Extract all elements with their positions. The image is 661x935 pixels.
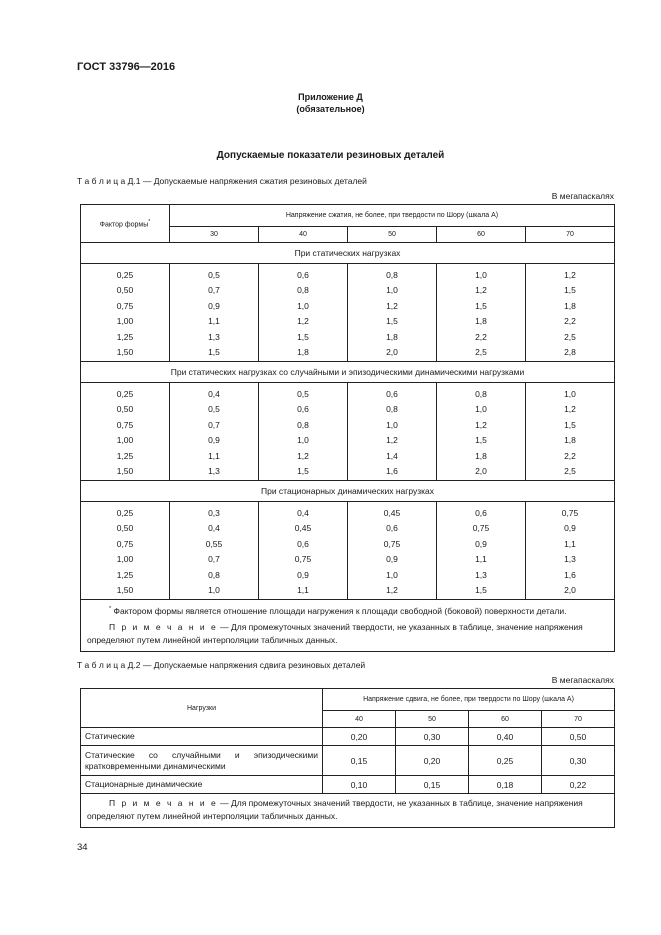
footnote-mark: * [109, 606, 112, 612]
table-cell: 2,8 [564, 346, 576, 357]
table-row [81, 728, 615, 746]
table-cell: 1,8 [564, 300, 576, 311]
table-cell: 0,9 [208, 300, 220, 311]
table-cell: 0,30 [396, 728, 469, 746]
section-heading: Допускаемые показатели резиновых деталей [216, 150, 445, 161]
hardness-header: 40 [323, 711, 396, 728]
table-cell: 1,5 [208, 346, 220, 357]
table-cell: 0,4 [208, 389, 220, 399]
value-column [348, 502, 437, 600]
hardness-header: 70 [542, 711, 615, 728]
note-text: — Для промежуточных значений твердости, не указанных в таблице, значение напряжения определяют путем линейной интерполяции табличных данных. [87, 621, 583, 645]
value-column [437, 383, 526, 481]
table-row [81, 776, 615, 794]
hardness-header: 50 [348, 227, 437, 243]
table-cell: 1,25 [116, 569, 134, 580]
table2-caption [77, 660, 365, 670]
table-cell: 1,0 [475, 270, 487, 280]
table-cell: 0,9 [386, 554, 398, 565]
table-cell: 0,7 [208, 554, 220, 565]
table-cell: 2,2 [564, 316, 576, 327]
table-cell: 0,75 [116, 419, 134, 430]
table-cell: 2,0 [386, 346, 398, 357]
table2-note [81, 794, 615, 828]
table-cell: 2,5 [564, 331, 576, 342]
table-cell: 1,4 [386, 450, 398, 461]
table-cell: 0,5 [297, 389, 309, 399]
table1-label: Т а б л и ц а Д.1 [77, 176, 141, 186]
shape-factor-column [81, 264, 170, 362]
footnote-text: Фактором формы является отношение площади нагружения к площади свободной (боковой) поверхности детали. [111, 605, 567, 616]
table-cell: 0,75 [561, 508, 579, 518]
table-cell: 0,8 [297, 419, 309, 430]
hardness-header: 40 [259, 227, 348, 243]
load-label: Статические [81, 728, 323, 746]
table1-caption [77, 176, 367, 186]
table-cell: 1,6 [386, 465, 398, 476]
table-cell: 1,2 [475, 419, 487, 430]
table-cell: 1,8 [564, 435, 576, 446]
value-column [437, 264, 526, 362]
table-cell: 0,75 [472, 523, 490, 534]
table-cell: 1,5 [386, 316, 398, 327]
table-cell: 1,5 [297, 331, 309, 342]
load-label: Стационарные динамические [81, 776, 323, 794]
note-label: П р и м е ч а н и е [109, 621, 218, 632]
table-cell: 0,50 [116, 523, 134, 534]
table-cell: 0,25 [116, 270, 134, 280]
table-cell: 0,6 [386, 523, 398, 534]
table-cell: 0,45 [383, 508, 401, 518]
table-cell: 1,0 [386, 419, 398, 430]
table-cell: 1,0 [386, 569, 398, 580]
table-cell: 1,5 [475, 300, 487, 311]
table-cell: 1,3 [475, 569, 487, 580]
table-cell: 1,2 [475, 285, 487, 296]
table1-unit: В мегапаскалях [551, 191, 614, 201]
table-cell: 0,6 [297, 404, 309, 415]
value-column [259, 502, 348, 600]
table-cell: 0,40 [469, 728, 542, 746]
table-cell: 1,25 [116, 331, 134, 342]
compression-stress-table [80, 204, 615, 652]
note-text: — Для промежуточных значений твердости, не указанных в таблице, значение напряжения определяют путем линейной интерполяции табличных данных. [87, 798, 583, 821]
shear-stress-table [80, 688, 615, 828]
table-cell: 1,5 [564, 419, 576, 430]
shape-factor-column [81, 383, 170, 481]
table-cell: 1,3 [208, 465, 220, 476]
table-cell: 0,22 [542, 776, 615, 794]
section-title: При стационарных динамических нагрузках [81, 481, 615, 502]
table-cell: 1,1 [297, 584, 309, 595]
table-cell: 0,75 [383, 538, 401, 549]
section-title: При статических нагрузках [81, 243, 615, 264]
appendix-heading [0, 91, 661, 115]
table-cell: 1,50 [116, 346, 134, 357]
col-header-shear-stress: Напряжение сдвига, не более, при твердости по Шору (шкала А) [323, 689, 615, 711]
table-cell: 2,5 [564, 465, 576, 476]
table-cell: 0,50 [116, 285, 134, 296]
table-cell: 1,2 [386, 435, 398, 446]
hardness-header: 70 [526, 227, 615, 243]
table-cell: 0,8 [386, 404, 398, 415]
table-cell: 1,2 [564, 404, 576, 415]
table-cell: 0,9 [475, 538, 487, 549]
table-cell: 2,2 [564, 450, 576, 461]
shape-factor-label: Фактор формы [99, 221, 149, 229]
table-cell: 1,2 [386, 584, 398, 595]
table-cell: 1,5 [297, 465, 309, 476]
hardness-header: 60 [437, 227, 526, 243]
table-cell: 1,3 [208, 331, 220, 342]
table-cell: 0,20 [323, 728, 396, 746]
table-cell: 1,0 [475, 404, 487, 415]
table-cell: 0,25 [116, 508, 134, 518]
value-column [170, 383, 259, 481]
value-column [526, 264, 615, 362]
value-column [348, 383, 437, 481]
hardness-header: 30 [170, 227, 259, 243]
hardness-header: 60 [469, 711, 542, 728]
value-column [170, 502, 259, 600]
appendix-subtitle: (обязательное) [296, 104, 365, 114]
table-cell: 0,10 [323, 776, 396, 794]
table-cell: 1,8 [386, 331, 398, 342]
table2-label: Т а б л и ц а Д.2 [77, 660, 141, 670]
table-cell: 1,1 [564, 538, 576, 549]
table-cell: 1,50 [116, 584, 134, 595]
document-code: ГОСТ 33796—2016 [77, 61, 176, 73]
table-cell: 1,2 [297, 316, 309, 327]
value-column [259, 383, 348, 481]
shape-factor-column [81, 502, 170, 600]
table-cell: 1,50 [116, 465, 134, 476]
table-cell: 1,1 [208, 316, 220, 327]
load-label: Статические со случайными и эпизодическими кратковременными динамическими [81, 746, 323, 776]
table-cell: 0,8 [386, 270, 398, 280]
table-cell: 1,8 [475, 316, 487, 327]
table-cell: 0,75 [116, 300, 134, 311]
table-cell: 0,9 [208, 435, 220, 446]
table-row [81, 746, 615, 776]
table-cell: 1,00 [116, 316, 134, 327]
table-cell: 0,25 [116, 389, 134, 399]
table-cell: 2,0 [564, 584, 576, 595]
table-cell: 0,8 [475, 389, 487, 399]
value-column [259, 264, 348, 362]
note-label: П р и м е ч а н и е [109, 798, 218, 808]
table-cell: 0,6 [475, 508, 487, 518]
table-cell: 0,30 [542, 746, 615, 776]
table-cell: 0,3 [208, 508, 220, 518]
table-cell: 0,6 [297, 270, 309, 280]
table-cell: 1,0 [297, 300, 309, 311]
table-cell: 0,75 [116, 538, 134, 549]
table-cell: 1,0 [297, 435, 309, 446]
table-cell: 0,8 [297, 285, 309, 296]
table-cell: 0,4 [208, 523, 220, 534]
value-column [526, 383, 615, 481]
col-header-shape-factor [81, 205, 170, 243]
table1-notes [81, 600, 615, 652]
table2-caption-text: — Допускаемые напряжения сдвига резиновых деталей [140, 660, 366, 670]
table1-footnote [87, 603, 608, 618]
value-column [437, 502, 526, 600]
table-cell: 1,1 [208, 450, 220, 461]
table-cell: 0,15 [323, 746, 396, 776]
table-cell: 1,25 [116, 450, 134, 461]
table1-note [87, 621, 608, 647]
table-cell: 0,6 [297, 538, 309, 549]
table-cell: 1,0 [386, 285, 398, 296]
footnote-mark: * [148, 218, 151, 225]
table-cell: 1,5 [564, 285, 576, 296]
table-cell: 0,9 [564, 523, 576, 534]
table-cell: 0,5 [208, 404, 220, 415]
table-cell: 1,8 [475, 450, 487, 461]
table-cell: 0,20 [396, 746, 469, 776]
table-cell: 2,2 [475, 331, 487, 342]
value-column [348, 264, 437, 362]
table-cell: 1,5 [475, 584, 487, 595]
table-cell: 1,2 [386, 300, 398, 311]
table-cell: 1,0 [564, 389, 576, 399]
table-cell: 2,0 [475, 465, 487, 476]
table-cell: 1,0 [208, 584, 220, 595]
table-cell: 0,25 [469, 746, 542, 776]
table-cell: 1,1 [475, 554, 487, 565]
col-header-compression-stress: Напряжение сжатия, не более, при твердости по Шору (шкала А) [170, 205, 615, 227]
table-cell: 1,2 [297, 450, 309, 461]
table-cell: 0,55 [205, 538, 223, 549]
col-header-loads: Нагрузки [81, 689, 323, 728]
table-cell: 0,75 [294, 554, 312, 565]
value-column [170, 264, 259, 362]
table1-caption-text: — Допускаемые напряжения сжатия резиновых деталей [140, 176, 367, 186]
table-cell: 1,2 [564, 270, 576, 280]
table-cell: 0,15 [396, 776, 469, 794]
table-cell: 1,8 [297, 346, 309, 357]
table-cell: 1,6 [564, 569, 576, 580]
table-cell: 0,4 [297, 508, 309, 518]
table2-unit: В мегапаскалях [551, 675, 614, 685]
table-cell: 0,45 [294, 523, 312, 534]
table-cell: 1,00 [116, 554, 134, 565]
table-cell: 1,5 [475, 435, 487, 446]
table-cell: 0,50 [116, 404, 134, 415]
appendix-title: Приложение Д [298, 92, 363, 102]
table-cell: 0,5 [208, 270, 220, 280]
table-cell: 0,7 [208, 419, 220, 430]
table-cell: 0,6 [386, 389, 398, 399]
table-cell: 0,50 [542, 728, 615, 746]
table-cell: 0,18 [469, 776, 542, 794]
page-number: 34 [77, 842, 88, 853]
table-cell: 2,5 [475, 346, 487, 357]
table-cell: 0,8 [208, 569, 220, 580]
table-cell: 1,3 [564, 554, 576, 565]
section-title: При статических нагрузках со случайными и эпизодическими динамическими нагрузками [81, 362, 615, 383]
table-cell: 1,00 [116, 435, 134, 446]
value-column [526, 502, 615, 600]
hardness-header: 50 [396, 711, 469, 728]
table-cell: 0,9 [297, 569, 309, 580]
table-cell: 0,7 [208, 285, 220, 296]
